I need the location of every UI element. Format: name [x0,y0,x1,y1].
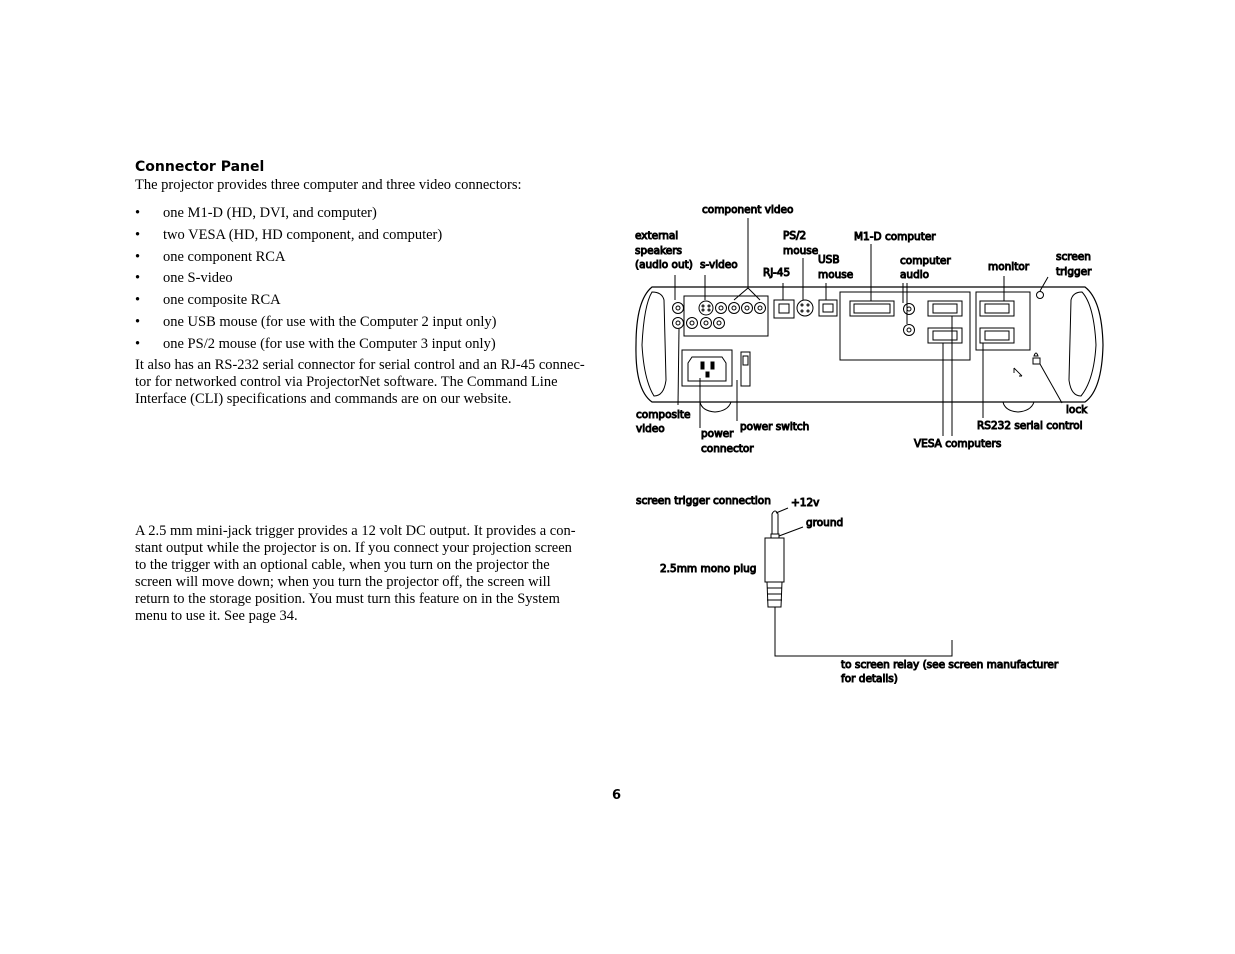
label-power-connector: connector [701,443,754,455]
bullet-icon: • [135,226,141,243]
bullet-icon: • [135,205,141,221]
label-rs232: RS232 serial control [977,420,1083,432]
list-item-text: one composite RCA [163,292,281,309]
paragraph-line: stant output while the projector is on. If you connect your projection screen [135,540,572,556]
paragraph-line: menu to use it. See page 34. [135,608,298,624]
label-screen-relay: for details) [841,673,898,685]
plug-tip [772,511,778,534]
list-item-text: two VESA (HD, HD component, and computer) [163,226,443,243]
paragraph-line: to the trigger with an optional cable, when you turn on the projector the [135,557,550,573]
label-mono-plug: 2.5mm mono plug [660,563,757,575]
label-external-speakers: speakers [635,245,682,257]
label-monitor: monitor [988,261,1030,273]
list-item-text: one USB mouse (for use with the Computer 2 input only) [163,313,497,330]
paragraph-line: Interface (CLI) specifications and commands are on our website. [135,391,512,407]
section-heading: Connector Panel [135,159,265,175]
label-computer-audio: audio [900,269,930,281]
label-rj45: RJ-45 [763,267,791,279]
list-item-text: one S-video [163,270,233,287]
bullet-icon: • [135,248,141,265]
label-usb-mouse: mouse [818,269,854,281]
list-item-text: one M1-D (HD, DVI, and computer) [163,205,377,221]
label-screen-trigger: trigger [1056,266,1092,278]
trigger-title: screen trigger connection [636,495,771,507]
paragraph-line: screen will move down; when you turn the projector off, the screen will [135,574,551,590]
label-vesa-computers: VESA computers [914,438,1002,450]
label-computer-audio: computer [900,255,951,267]
paragraph-line: return to the storage position. You must turn this feature on in the System [135,591,560,607]
label-composite-video: video [636,423,665,435]
label-s-video: s-video [700,259,738,271]
label-usb-mouse: USB [818,254,840,266]
intro-text: The projector provides three computer and three video connectors: [135,177,522,193]
label-composite-video: composite [636,409,691,421]
paragraph-line: It also has an RS-232 serial connector for serial control and an RJ-45 connec- [135,357,585,373]
bullet-icon: • [135,270,141,287]
label-ground: ground [806,517,844,529]
label-screen-trigger: screen [1056,251,1091,263]
plug-body [765,538,784,582]
label-component-video: component video [702,204,794,216]
cable [775,607,952,656]
label-external-speakers: (audio out) [635,259,693,271]
list-item-text: one PS/2 mouse (for use with the Computer 3 input only) [163,335,496,352]
label-screen-relay: to screen relay (see screen manufacturer [841,659,1059,671]
label-m1d-computer: M1-D computer [854,231,936,243]
label-lock: lock [1066,404,1088,416]
label-plus12v: +12v [791,497,820,509]
bullet-icon: • [135,292,141,309]
page-number: 6 [612,788,622,803]
plug-shaft [771,534,779,538]
label-ps2-mouse: mouse [783,245,819,257]
paragraph-line: A 2.5 mm mini-jack trigger provides a 12 volt DC output. It provides a con- [135,523,576,539]
paragraph-line: tor for networked control via ProjectorNet software. The Command Line [135,374,558,390]
label-external-speakers: external [635,230,679,242]
label-power-connector: power [701,428,734,440]
bullet-icon: • [135,335,141,352]
label-ps2-mouse: PS/2 [783,230,807,242]
list-item-text: one component RCA [163,248,286,265]
bullet-icon: • [135,313,141,330]
label-power-switch: power switch [740,421,810,433]
